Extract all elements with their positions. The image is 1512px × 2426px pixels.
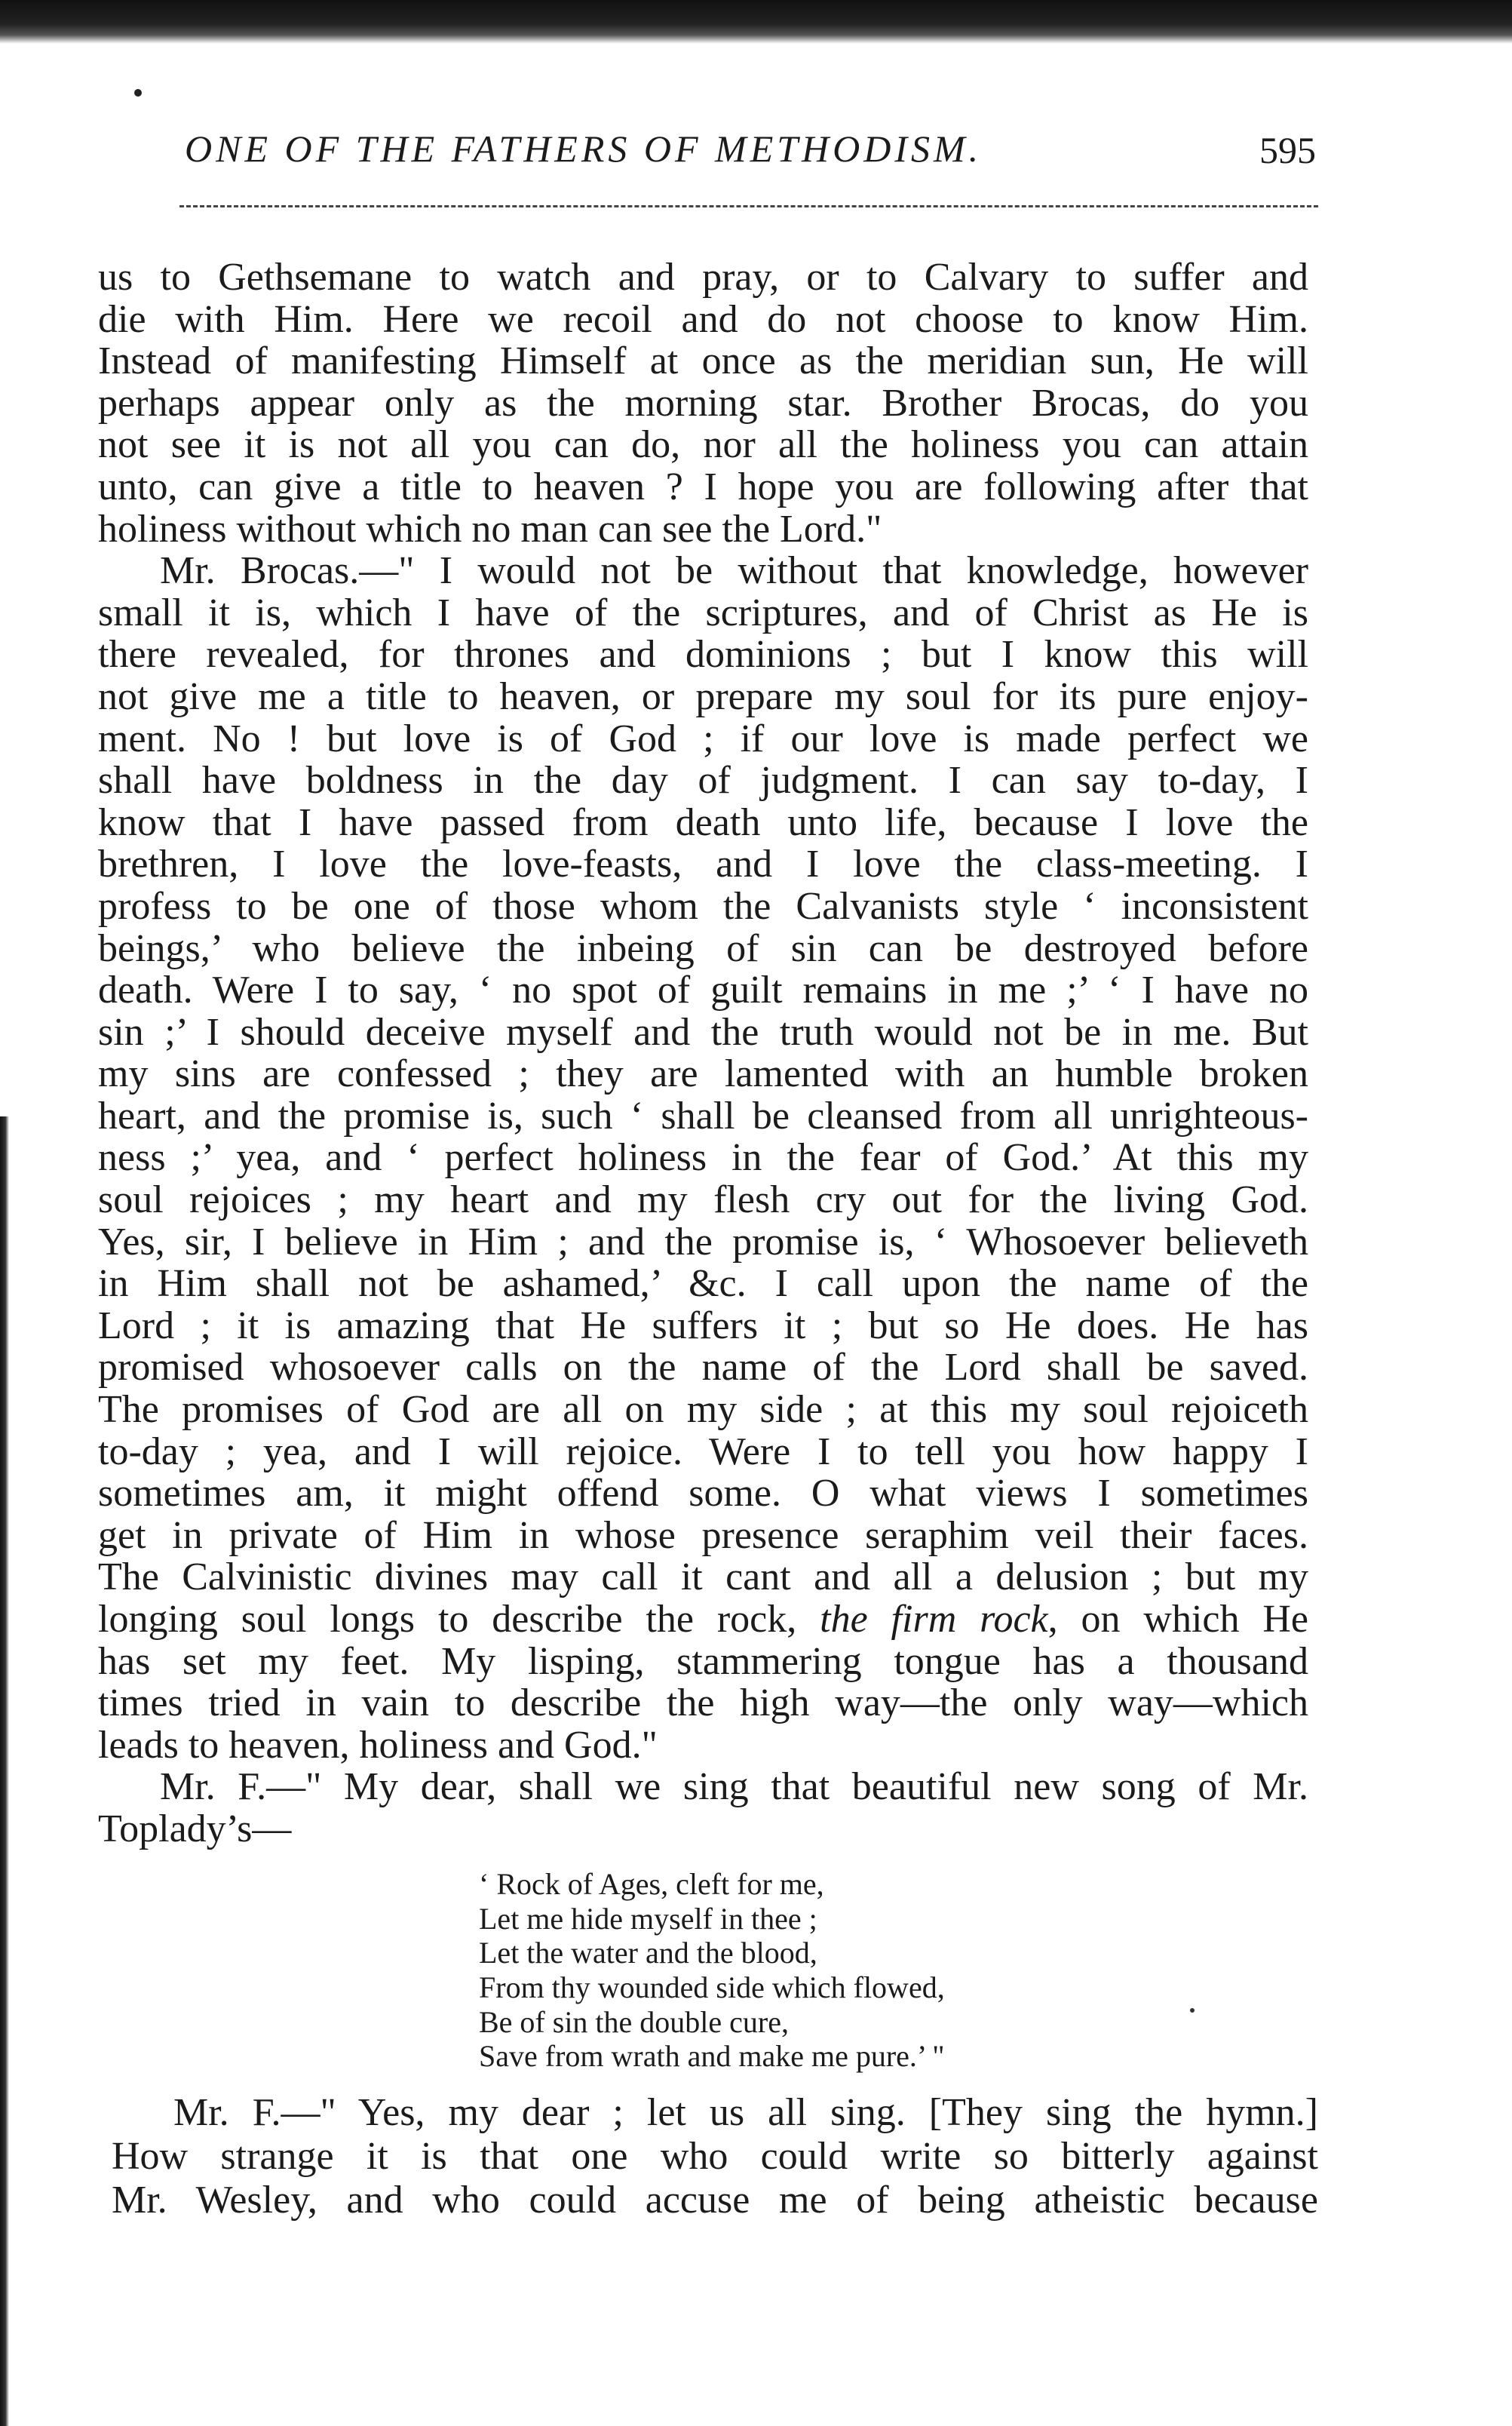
text-line: promised whosoever calls on the name of the Lord shall be saved. (98, 1347, 1308, 1390)
text-line: soul rejoices ; my heart and my flesh cry out for the living God. (98, 1179, 1308, 1221)
ink-speck (1190, 2008, 1195, 2013)
text-line: has set my feet. My lisping, stammering tongue has a thousand (98, 1640, 1308, 1683)
text-line: brethren, I love the love-feasts, and I love the class-meeting. I (98, 843, 1308, 886)
hymn-line: ‘ Rock of Ages, cleft for me, (479, 1867, 824, 1901)
text-line: my sins are confessed ; they are lamented with an humble broken (98, 1053, 1308, 1095)
text-line: get in private of Him in whose presence seraphim veil their faces. (98, 1514, 1308, 1557)
text-line: Mr. F.—" Yes, my dear ; let us all sing. [They sing the hymn.] (173, 2091, 1318, 2134)
hymn-line: Let me hide myself in thee ; (479, 1901, 817, 1936)
text-line: small it is, which I have of the scriptures, and of Christ as He is (98, 591, 1308, 634)
body-text-continued (112, 2091, 1318, 2222)
hymn-line: Save from wrath and make me pure.’ " (479, 2039, 945, 2074)
text-line: Mr. Wesley, and who could accuse me of being atheistic because (112, 2179, 1318, 2222)
page-top-edge (0, 0, 1512, 44)
text-line: Mr. Brocas.—" I would not be without that knowledge, however (160, 550, 1308, 592)
hymn-line: Let the water and the blood, (479, 1936, 817, 1970)
text-line: times tried in vain to describe the high way—the only way—which (98, 1682, 1308, 1724)
text-line: ment. No ! but love is of God ; if our love is made perfect we (98, 717, 1308, 760)
text-line: longing soul longs to describe the rock, the firm rock, on which He (98, 1598, 1308, 1641)
ink-dot (134, 89, 142, 97)
text-line: The promises of God are all on my side ; at this my soul rejoiceth (98, 1389, 1308, 1431)
text-line: Instead of manifesting Himself at once as the meridian sun, He will (98, 340, 1308, 382)
text-line: How strange it is that one who could write so bitterly against (112, 2135, 1318, 2178)
text-line: there revealed, for thrones and dominions ; but I know this will (98, 634, 1308, 676)
text-line: holiness without which no man can see the Lord." (98, 508, 882, 551)
text-line: Toplady’s— (98, 1807, 292, 1850)
text-line: unto, can give a title to heaven ? I hope you are following after that (98, 465, 1308, 508)
text-line: to-day ; yea, and I will rejoice. Were I to tell you how happy I (98, 1430, 1308, 1473)
text-line: death. Were I to say, ‘ no spot of guilt remains in me ;’ ‘ I have no (98, 969, 1308, 1012)
header-rule (179, 205, 1318, 207)
text-line: profess to be one of those whom the Calvanists style ‘ inconsistent (98, 885, 1308, 928)
italic-phrase: the firm rock (820, 1598, 1048, 1641)
text-line: sometimes am, it might offend some. O what views I sometimes (98, 1472, 1308, 1515)
hymn-verse (479, 1867, 1158, 2074)
text-line: Yes, sir, I believe in Him ; and the promise is, ‘ Whosoever believeth (98, 1221, 1308, 1264)
running-title: ONE OF THE FATHERS OF METHODISM. (185, 127, 983, 170)
text-line: shall have boldness in the day of judgment. I can say to-day, I (98, 760, 1308, 802)
page-left-edge (0, 1116, 9, 2426)
text-line: ness ;’ yea, and ‘ perfect holiness in the fear of God.’ At this my (98, 1137, 1308, 1180)
hymn-line: From thy wounded side which flowed, (479, 1970, 945, 2005)
page-number: 595 (1259, 129, 1316, 171)
text-line: sin ;’ I should deceive myself and the truth would not be in me. But (98, 1011, 1308, 1054)
text-line: perhaps appear only as the morning star. Brother Brocas, do you (98, 382, 1308, 425)
text-line: Lord ; it is amazing that He suffers it ; but so He does. He has (98, 1304, 1308, 1347)
text-line: us to Gethsemane to watch and pray, or to Calvary to suffer and (98, 256, 1308, 299)
running-head (185, 127, 1316, 180)
text-line: know that I have passed from death unto life, because I love the (98, 801, 1308, 844)
text-line: die with Him. Here we recoil and do not choose to know Him. (98, 298, 1308, 341)
text-line: beings,’ who believe the inbeing of sin can be destroyed before (98, 927, 1308, 970)
text-line: Mr. F.—" My dear, shall we sing that beautiful new song of Mr. (160, 1766, 1308, 1808)
text-line: The Calvinistic divines may call it cant and all a delusion ; but my (98, 1556, 1308, 1598)
body-text (98, 256, 1308, 1850)
text-line: leads to heaven, holiness and God." (98, 1724, 658, 1767)
text-line: not see it is not all you can do, nor all the holiness you can attain (98, 424, 1308, 466)
text-line: heart, and the promise is, such ‘ shall be cleansed from all unrighteous- (98, 1095, 1308, 1138)
hymn-line: Be of sin the double cure, (479, 2004, 789, 2039)
text-line: not give me a title to heaven, or prepare my soul for its pure enjoy- (98, 675, 1308, 718)
text-line: in Him shall not be ashamed,’ &c. I call upon the name of the (98, 1263, 1308, 1305)
